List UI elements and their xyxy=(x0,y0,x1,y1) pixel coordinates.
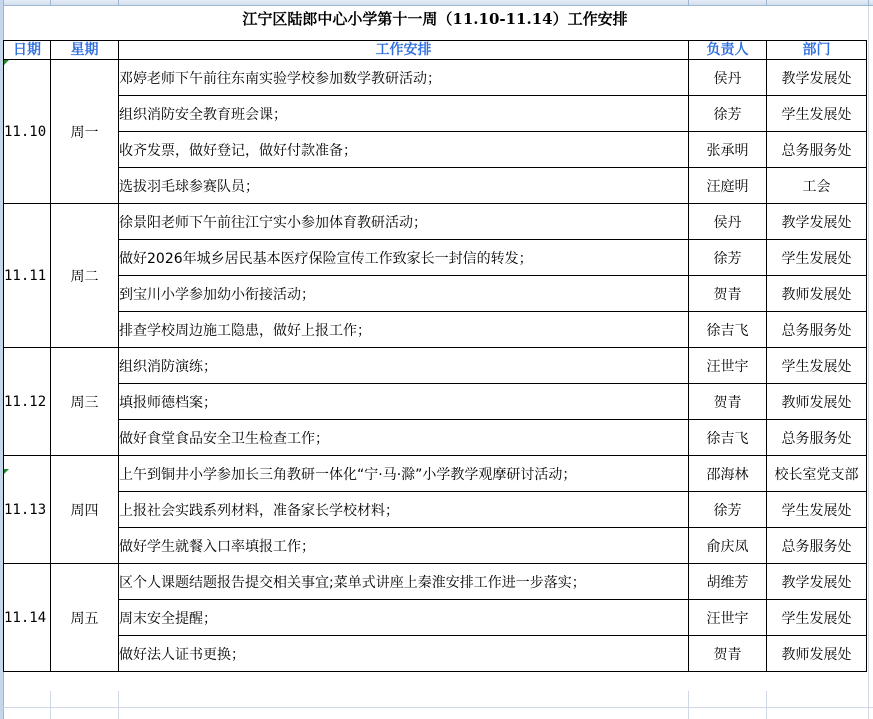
dept-cell[interactable]: 学生发展处 xyxy=(767,600,867,636)
header-dept[interactable]: 部门 xyxy=(767,41,867,60)
table-row xyxy=(4,384,867,420)
table-row xyxy=(4,60,867,96)
table-row xyxy=(4,240,867,276)
task-cell[interactable]: 上午到铜井小学参加长三角教研一体化“宁·马·滁”小学教学观摩研讨活动； xyxy=(119,456,689,492)
column-separator[interactable] xyxy=(766,0,767,5)
gridline xyxy=(868,6,869,719)
weekday-cell[interactable]: 周四 xyxy=(51,456,119,564)
table-row xyxy=(4,636,867,672)
header-date[interactable]: 日期 xyxy=(4,41,51,60)
dept-cell[interactable]: 学生发展处 xyxy=(767,348,867,384)
task-cell[interactable]: 填报师德档案； xyxy=(119,384,689,420)
table-row xyxy=(4,528,867,564)
table-row xyxy=(4,312,867,348)
dept-cell[interactable]: 学生发展处 xyxy=(767,240,867,276)
weekday-cell[interactable]: 周三 xyxy=(51,348,119,456)
table-row xyxy=(4,564,867,600)
person-cell[interactable]: 汪世宇 xyxy=(689,600,767,636)
header-weekday[interactable]: 星期 xyxy=(51,41,119,60)
person-cell[interactable]: 胡维芳 xyxy=(689,564,767,600)
dept-cell[interactable]: 教师发展处 xyxy=(767,384,867,420)
task-cell[interactable]: 选拔羽毛球参赛队员； xyxy=(119,168,689,204)
person-cell[interactable]: 贺青 xyxy=(689,636,767,672)
date-cell[interactable]: 11.12 xyxy=(4,348,51,456)
person-cell[interactable]: 徐吉飞 xyxy=(689,420,767,456)
column-separator[interactable] xyxy=(688,0,689,5)
weekday-cell[interactable]: 周一 xyxy=(51,60,119,204)
dept-cell[interactable]: 总务服务处 xyxy=(767,420,867,456)
task-cell[interactable]: 组织消防演练； xyxy=(119,348,689,384)
person-cell[interactable]: 徐芳 xyxy=(689,492,767,528)
gridline xyxy=(50,691,51,719)
cell-indicator-icon[interactable] xyxy=(4,469,9,474)
dept-cell[interactable]: 教学发展处 xyxy=(767,60,867,96)
dept-cell[interactable]: 教学发展处 xyxy=(767,204,867,240)
table-row xyxy=(4,492,867,528)
table-row xyxy=(4,276,867,312)
dept-cell[interactable]: 教师发展处 xyxy=(767,636,867,672)
gridline xyxy=(766,691,767,719)
dept-cell[interactable]: 总务服务处 xyxy=(767,528,867,564)
dept-cell[interactable]: 工会 xyxy=(767,168,867,204)
person-cell[interactable]: 侯丹 xyxy=(689,60,767,96)
person-cell[interactable]: 侯丹 xyxy=(689,204,767,240)
dept-cell[interactable]: 总务服务处 xyxy=(767,132,867,168)
gridline xyxy=(688,691,689,719)
task-cell[interactable]: 上报社会实践系列材料，准备家长学校材料； xyxy=(119,492,689,528)
person-cell[interactable]: 邵海林 xyxy=(689,456,767,492)
dept-cell[interactable]: 校长室党支部 xyxy=(767,456,867,492)
person-cell[interactable]: 徐吉飞 xyxy=(689,312,767,348)
column-separator[interactable] xyxy=(118,0,119,5)
weekday-cell[interactable]: 周二 xyxy=(51,204,119,348)
table-row xyxy=(4,456,867,492)
schedule-table xyxy=(3,40,867,672)
table-row xyxy=(4,600,867,636)
dept-cell[interactable]: 教师发展处 xyxy=(767,276,867,312)
dept-cell[interactable]: 教学发展处 xyxy=(767,564,867,600)
dept-cell[interactable]: 总务服务处 xyxy=(767,312,867,348)
table-row xyxy=(4,348,867,384)
cell-indicator-icon[interactable] xyxy=(4,60,9,65)
task-cell[interactable]: 区个人课题结题报告提交相关事宜;菜单式讲座上秦淮安排工作进一步落实； xyxy=(119,564,689,600)
gridline xyxy=(3,707,873,708)
table-row xyxy=(4,168,867,204)
person-cell[interactable]: 张承明 xyxy=(689,132,767,168)
task-cell[interactable]: 组织消防安全教育班会课； xyxy=(119,96,689,132)
task-cell[interactable]: 徐景阳老师下午前往江宁实小参加体育教研活动； xyxy=(119,204,689,240)
table-row xyxy=(4,132,867,168)
date-cell[interactable]: 11.14 xyxy=(4,564,51,672)
header-person[interactable]: 负责人 xyxy=(689,41,767,60)
task-cell[interactable]: 做好学生就餐入口率填报工作； xyxy=(119,528,689,564)
person-cell[interactable]: 徐芳 xyxy=(689,96,767,132)
date-cell[interactable]: 11.11 xyxy=(4,204,51,348)
person-cell[interactable]: 俞庆凤 xyxy=(689,528,767,564)
column-separator[interactable] xyxy=(50,0,51,5)
table-row xyxy=(4,420,867,456)
person-cell[interactable]: 汪世宇 xyxy=(689,348,767,384)
gridline xyxy=(118,691,119,719)
person-cell[interactable]: 徐芳 xyxy=(689,240,767,276)
task-cell[interactable]: 做好食堂食品安全卫生检查工作； xyxy=(119,420,689,456)
task-cell[interactable]: 到宝川小学参加幼小衔接活动； xyxy=(119,276,689,312)
table-row xyxy=(4,96,867,132)
dept-cell[interactable]: 学生发展处 xyxy=(767,96,867,132)
person-cell[interactable]: 汪庭明 xyxy=(689,168,767,204)
dept-cell[interactable]: 学生发展处 xyxy=(767,492,867,528)
task-cell[interactable]: 邓婷老师下午前往东南实验学校参加数学教研活动； xyxy=(119,60,689,96)
task-cell[interactable]: 排查学校周边施工隐患，做好上报工作； xyxy=(119,312,689,348)
weekday-cell[interactable]: 周五 xyxy=(51,564,119,672)
header-row xyxy=(4,41,867,60)
table-row xyxy=(4,204,867,240)
column-separator[interactable] xyxy=(868,0,869,5)
person-cell[interactable]: 贺青 xyxy=(689,276,767,312)
date-cell[interactable]: 11.10 xyxy=(4,60,51,204)
sheet-title[interactable]: 江宁区陆郎中心小学第十一周（11.10-11.14）工作安排 xyxy=(242,10,628,28)
task-cell[interactable]: 收齐发票，做好登记，做好付款准备； xyxy=(119,132,689,168)
date-cell[interactable]: 11.13 xyxy=(4,456,51,564)
person-cell[interactable]: 贺青 xyxy=(689,384,767,420)
task-cell[interactable]: 做好2026年城乡居民基本医疗保险宣传工作致家长一封信的转发； xyxy=(119,240,689,276)
task-cell[interactable]: 周末安全提醒； xyxy=(119,600,689,636)
task-cell[interactable]: 做好法人证书更换； xyxy=(119,636,689,672)
header-task[interactable]: 工作安排 xyxy=(119,41,689,60)
